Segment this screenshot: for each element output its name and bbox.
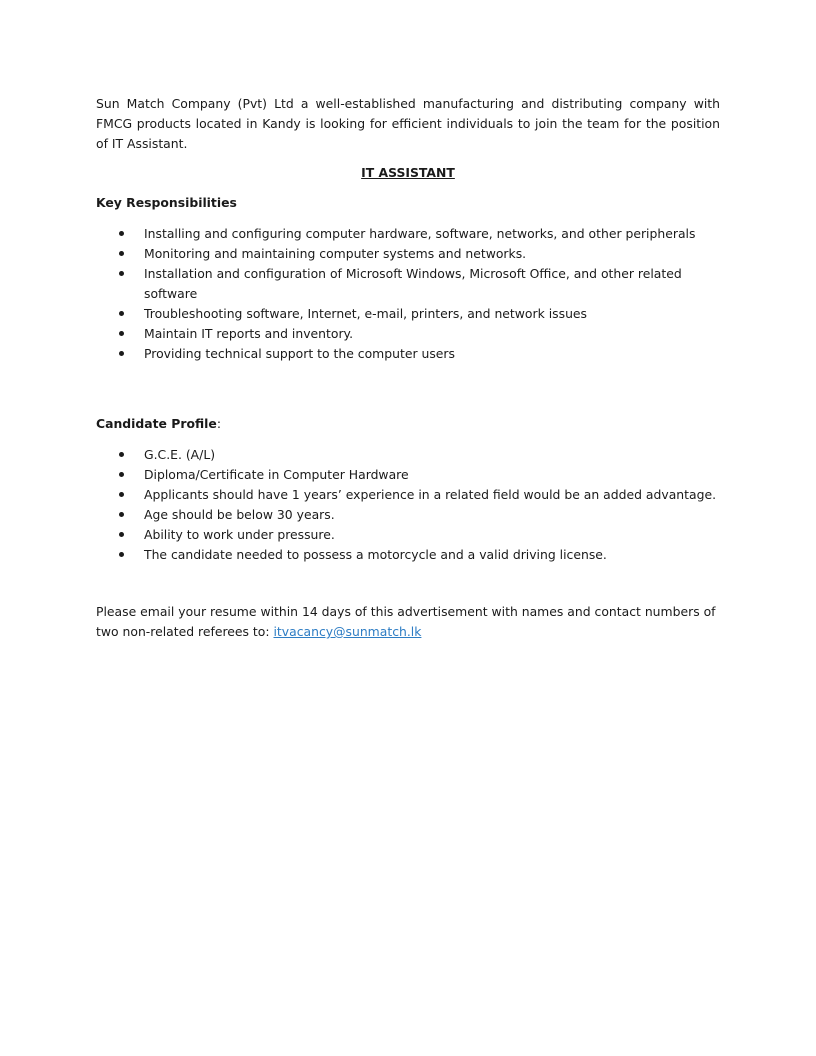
bullet-icon xyxy=(119,311,124,316)
list-item xyxy=(96,545,720,565)
closing-paragraph xyxy=(96,602,720,642)
candidate-profile-list xyxy=(96,445,720,565)
bullet-icon xyxy=(119,512,124,517)
list-item-text: Installing and configuring computer hardware, software, networks, and other peripherals xyxy=(144,226,696,241)
list-item xyxy=(96,465,720,485)
spacer xyxy=(96,364,720,404)
email-link[interactable]: itvacancy@sunmatch.lk xyxy=(273,624,422,639)
bullet-icon xyxy=(119,452,124,457)
list-item-text: The candidate needed to possess a motorcycle and a valid driving license. xyxy=(144,547,607,562)
candidate-profile-heading-text: Candidate Profile xyxy=(96,416,217,431)
list-item-text: Ability to work under pressure. xyxy=(144,527,335,542)
candidate-profile-heading-colon: : xyxy=(216,416,221,431)
list-item-text: Applicants should have 1 years’ experience in a related field would be an added advantage. xyxy=(144,487,717,502)
bullet-icon xyxy=(119,552,124,557)
intro-paragraph: Sun Match Company (Pvt) Ltd a well-established manufacturing and distributing company with FMCG products located in Kandy is looking for efficient individuals to join the team for the position of IT Assistant. xyxy=(96,96,720,151)
list-item xyxy=(96,244,720,264)
list-item xyxy=(96,485,720,505)
list-item xyxy=(96,324,720,344)
key-responsibilities-heading: Key Responsibilities xyxy=(96,195,237,210)
list-item-text: Providing technical support to the computer users xyxy=(144,346,455,361)
bullet-icon xyxy=(119,251,124,256)
list-item xyxy=(96,505,720,525)
spacer xyxy=(96,565,720,602)
bullet-icon xyxy=(119,492,124,497)
bullet-icon xyxy=(119,472,124,477)
key-responsibilities-list xyxy=(96,224,720,364)
list-item-text: Monitoring and maintaining computer systems and networks. xyxy=(144,246,527,261)
bullet-icon xyxy=(119,331,124,336)
bullet-icon xyxy=(119,231,124,236)
closing-text: Please email your resume within 14 days of this advertisement with names and contact numbers of two non-related referees to: xyxy=(96,604,716,639)
list-item-text: G.C.E. (A/L) xyxy=(144,447,216,462)
list-item xyxy=(96,224,720,244)
job-title: IT ASSISTANT xyxy=(361,165,455,180)
bullet-icon xyxy=(119,351,124,356)
list-item-text: Age should be below 30 years. xyxy=(144,507,335,522)
list-item xyxy=(96,344,720,364)
candidate-profile-heading xyxy=(96,414,720,434)
list-item-text: Maintain IT reports and inventory. xyxy=(144,326,354,341)
bullet-icon xyxy=(119,532,124,537)
list-item-text: Diploma/Certificate in Computer Hardware xyxy=(144,467,409,482)
list-item-text: Troubleshooting software, Internet, e-mail, printers, and network issues xyxy=(144,306,587,321)
list-item xyxy=(96,304,720,324)
bullet-icon xyxy=(119,271,124,276)
list-item xyxy=(96,525,720,545)
list-item xyxy=(96,264,720,304)
list-item xyxy=(96,445,720,465)
job-advertisement-document xyxy=(96,94,720,642)
list-item-text: Installation and configuration of Microsoft Windows, Microsoft Office, and other related software xyxy=(144,266,682,301)
